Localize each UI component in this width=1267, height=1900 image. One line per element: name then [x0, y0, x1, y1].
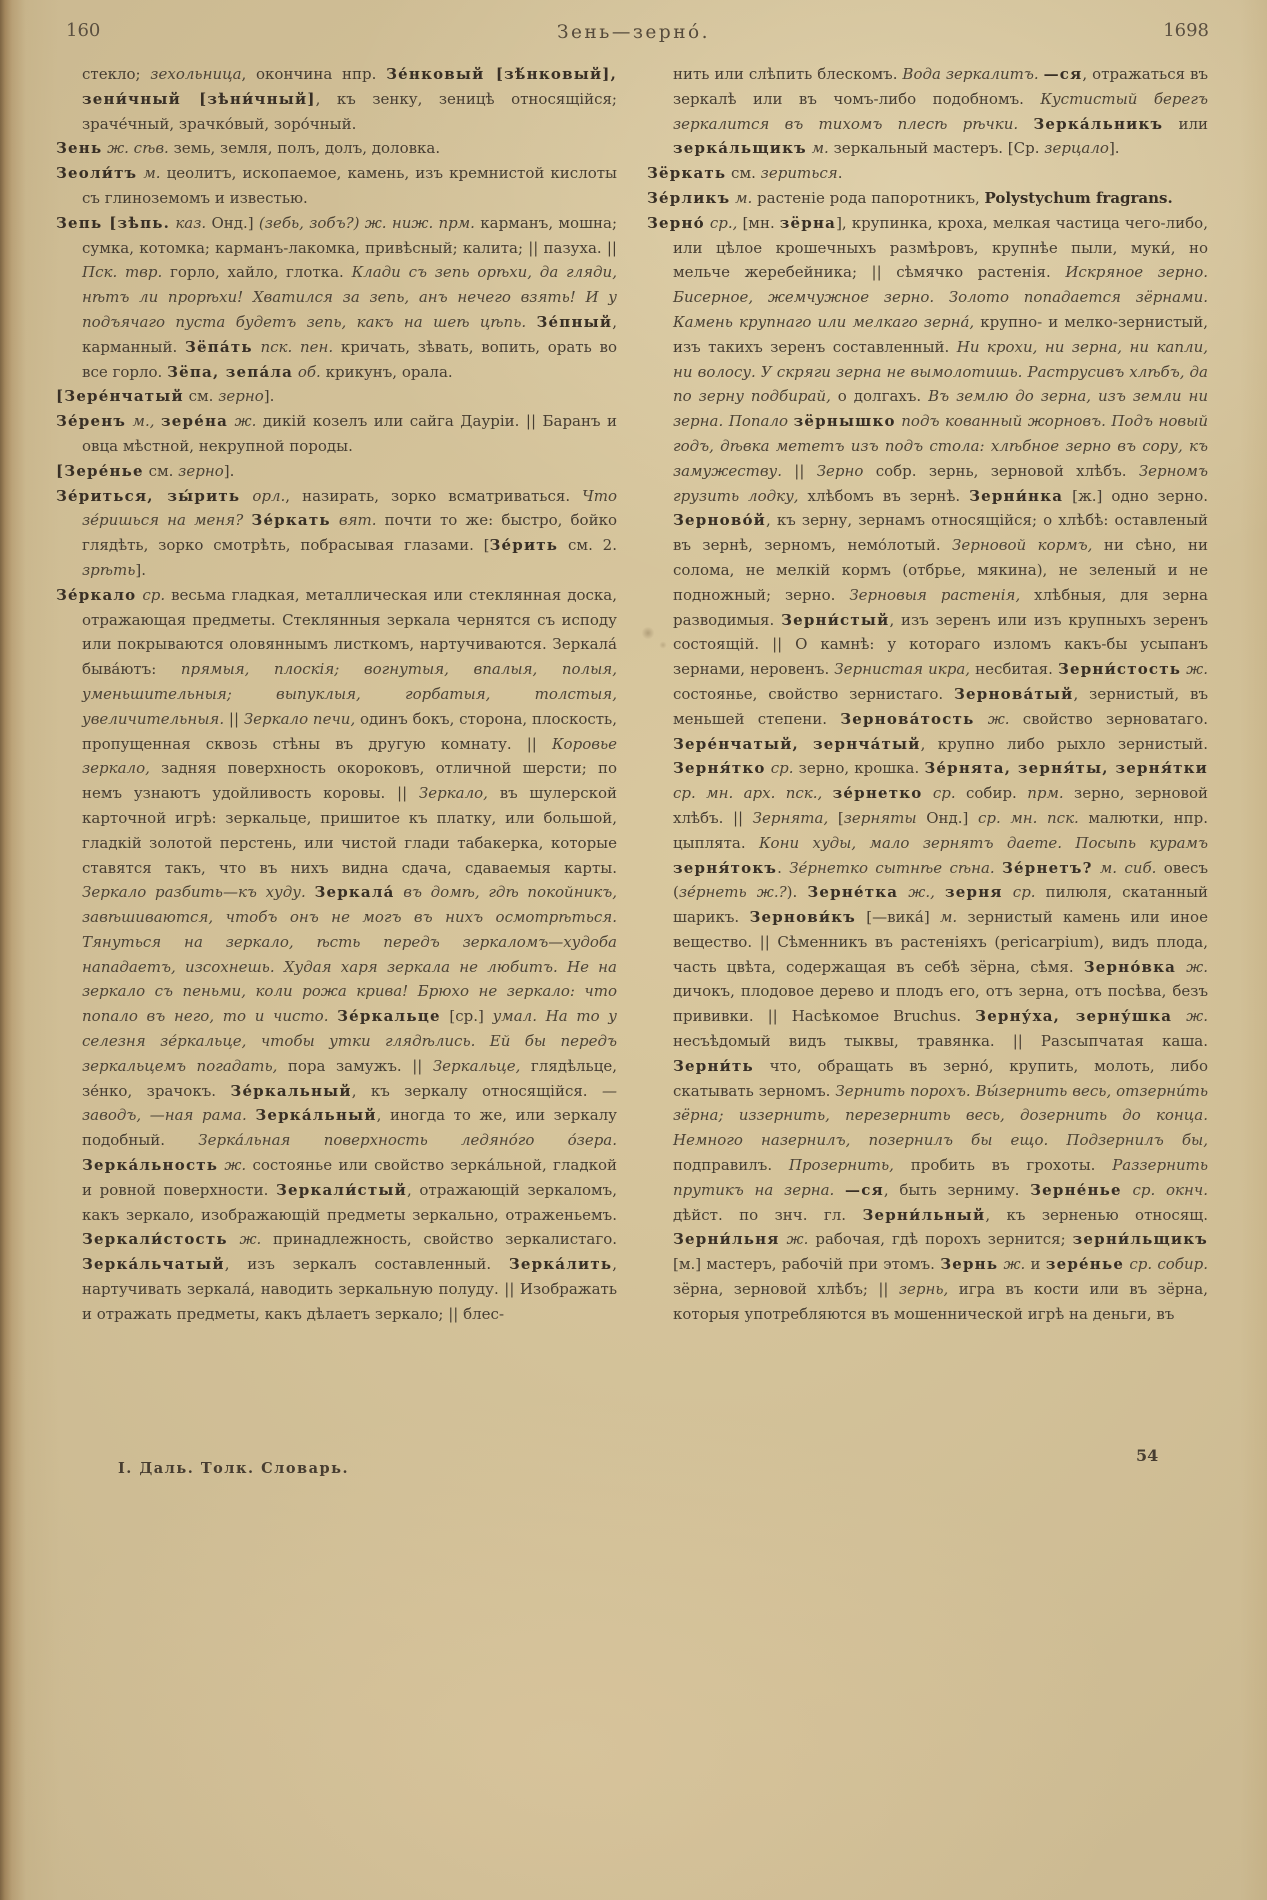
dictionary-entry: [56, 211, 617, 385]
text-segment: Зерня́тко: [673, 759, 766, 778]
text-segment: ср.: [922, 784, 966, 803]
text-segment: пск. пен.: [252, 337, 341, 356]
text-segment: ср. собир.: [1124, 1255, 1208, 1274]
text-segment: зёрна: [779, 213, 837, 232]
text-segment: м.: [730, 188, 758, 207]
text-segment: Зеркали́стый: [276, 1180, 407, 1199]
text-segment: о долгахъ.: [830, 387, 929, 406]
text-segment: Искряное зерно. Бисерное, жемчужное зерно. Золото попадается зёрнами. Камень крупнаго или мелкаго зерна́,: [673, 263, 1208, 331]
text-segment: , назирать, зорко всматриваться.: [285, 486, 583, 505]
text-segment: Въ землю до зерна, изъ земли ни зерна. Попало: [673, 387, 1208, 431]
text-segment: Зерно́: [647, 213, 705, 232]
text-segment: Зерновыя растенія,: [849, 585, 1021, 604]
text-segment: почти то же: быстро, бойко глядѣть, зорко смотрѣть, побрасывая глазами. [: [82, 511, 617, 555]
text-segment: зеркальный мастеръ. [Ср.: [833, 139, 1045, 158]
text-segment: Зе́нковый [зѣ́нковый], зени́чный [зѣни́чный]: [82, 65, 617, 108]
text-segment: Зеркала́: [314, 883, 395, 902]
text-segment: Зерновой кормъ,: [952, 536, 1093, 555]
text-segment: состоянье или свойство зерка́льной, гладкой и ровной поверхности.: [82, 1156, 617, 1199]
text-segment: [м.] мастеръ, рабочій при этомъ.: [673, 1255, 941, 1274]
text-segment: прм.: [1027, 784, 1075, 803]
text-segment: зерно: [218, 387, 264, 406]
text-segment: принадлежность, свойство зеркалистаго.: [273, 1230, 617, 1249]
text-segment: Зепь [зѣпь.: [56, 213, 171, 232]
text-segment: что, обращать въ зерно́, крупить, молоть, либо скатывать зерномъ.: [673, 1056, 1208, 1100]
text-segment: Вода зеркалитъ.: [902, 65, 1044, 83]
text-segment: м.: [137, 164, 167, 183]
text-segment: зе́рнетко: [832, 784, 923, 803]
text-segment: Раззернить прутикъ на зерна.: [673, 1156, 1208, 1199]
text-segment: Зеркало печи,: [243, 709, 356, 728]
text-segment: пора замужъ. ||: [277, 1056, 433, 1075]
text-segment: Зерно: [816, 461, 864, 480]
text-segment: Прозернить,: [788, 1156, 894, 1175]
text-segment: зернистый камень или иное вещество. || Сѣменникъ въ растеніяхъ (pericarpium), видъ плода, часть цвѣта, содержащая въ себѣ зёрна, сѣмя.: [673, 908, 1208, 976]
text-segment: Зе́ренъ: [56, 412, 127, 431]
text-segment: состоянье, свойство зернистаго.: [673, 684, 955, 703]
running-title: Зень—зерно́.: [556, 22, 711, 43]
text-segment: подъ кованный жорновъ. Подъ новый годъ, дѣвка мететъ изъ подъ стола: хлѣбное зерно въ сору, къ замужеству.: [673, 412, 1208, 480]
text-segment: [—вика́]: [855, 908, 940, 927]
text-segment: ж.,: [898, 883, 946, 902]
dictionary-entry: [56, 62, 617, 136]
text-segment: [: [828, 808, 844, 827]
text-segment: Зерну́ха, зерну́шка: [975, 1007, 1173, 1026]
text-segment: ].: [223, 461, 235, 480]
text-segment: [ж.] одно зерно.: [1063, 486, 1208, 505]
printer-signature: 54: [1136, 1446, 1159, 1465]
text-segment: ж.: [998, 1255, 1031, 1274]
text-segment: собир.: [965, 784, 1028, 803]
text-segment: ж.: [227, 1230, 274, 1249]
text-segment: Зе́рнетъ?: [1002, 858, 1093, 877]
text-segment: дикій козелъ или сайга Дауріи. || Баранъ и овца мѣстной, некрупной породы.: [82, 412, 617, 455]
text-segment: зёрнышко: [793, 412, 896, 431]
dictionary-entry: [647, 62, 1208, 161]
text-segment: , изъ зеркалъ составленный.: [224, 1255, 509, 1274]
text-segment: Зеркало,: [418, 784, 488, 803]
text-segment: хлѣбныя, для зерна разводимыя.: [673, 585, 1208, 629]
text-segment: прямыя, плоскія; вогнутыя, впалыя, полыя, уменьшительныя; выпуклыя, горбатыя, толстыя, увеличительныя.: [82, 660, 617, 728]
text-segment: Зерне́нье: [1030, 1180, 1122, 1199]
text-segment: Онд.]: [211, 213, 259, 232]
text-segment: ж.: [1181, 660, 1208, 679]
text-segment: карманъ, мошна; сумка, котомка; карманъ-лакомка, привѣсный; калита; || пазуха. ||: [82, 213, 617, 257]
text-segment: зерцало: [1044, 139, 1109, 158]
text-segment: Зеркальце,: [432, 1056, 521, 1075]
text-segment: зерка́льщикъ: [673, 139, 807, 158]
text-segment: крикунъ, орала.: [325, 362, 453, 381]
text-segment: (зебь, зобъ?) ж. ниж. прм.: [258, 213, 481, 232]
text-segment: Зернить порохъ. Вы́зернить весь, отзерни́ть зёрна; иззернить, перезернить весь, дозернить до конца. Немного назернилъ, позернилъ бы ещо. Подзернилъ бы,: [673, 1081, 1208, 1150]
text-segment: Кустистый берегъ зеркалится въ тихомъ плесѣ рѣчки.: [673, 89, 1208, 133]
text-segment: Зёпа́ть: [184, 337, 253, 356]
text-segment: ж.: [228, 412, 263, 431]
dictionary-entry: [56, 161, 617, 211]
text-segment: умал. На то у селезня зе́ркальце, чтобы утки глядѣлись. Ей бы передъ зеркальцемъ погадать,: [82, 1007, 617, 1075]
text-segment: Зерно́вка: [1083, 957, 1177, 976]
text-segment: Зе́риться, зы́рить: [56, 486, 241, 505]
text-segment: Зе́ркать: [251, 511, 331, 530]
text-segment: Зеркали́стость: [82, 1230, 228, 1249]
text-segment: зе́рнеть ж.?: [678, 883, 787, 902]
text-segment: ].: [263, 387, 275, 406]
text-segment: ж.: [974, 709, 1023, 728]
text-segment: глядѣльце, зе́нко, зрачокъ.: [82, 1056, 617, 1100]
text-segment: зерняты: [843, 808, 917, 827]
text-segment: об.: [293, 362, 326, 381]
text-segment: ни сѣно, ни солома, не мелкій кормъ (отбрье, мякина), не зеленый и не подножный; зерно.: [673, 536, 1208, 604]
dictionary-entry: [56, 484, 617, 583]
volume-signature: І. Даль. Толк. Словарь.: [118, 1460, 350, 1477]
text-segment: Зернь: [940, 1255, 999, 1274]
text-segment: ||: [224, 709, 244, 728]
dictionary-entry: [647, 161, 1208, 186]
text-segment: Зерни́льный: [862, 1205, 986, 1224]
text-segment: .: [837, 164, 843, 183]
text-segment: Зерни́нка: [969, 486, 1064, 505]
text-segment: см.: [143, 461, 179, 480]
dictionary-text: [56, 62, 1208, 1466]
text-segment: ср. окнч.: [1121, 1180, 1208, 1199]
text-segment: [Зере́нье: [56, 461, 144, 480]
text-segment: каз.: [170, 213, 212, 232]
text-segment: Зе́рликъ: [647, 188, 731, 207]
text-segment: малютки, нпр. цыплята.: [673, 808, 1208, 852]
text-segment: Зерка́льность: [82, 1156, 219, 1175]
text-segment: Polystychum fragrans.: [984, 188, 1173, 207]
page-number-right: 1698: [1163, 20, 1209, 41]
text-segment: Зерка́льникъ: [1033, 114, 1164, 133]
text-segment: Коровье зеркало,: [82, 734, 617, 778]
text-segment: , карманный.: [82, 312, 617, 356]
text-segment: Зерне́тка: [807, 883, 899, 902]
text-segment: зёрна, зерновой хлѣбъ; ||: [673, 1280, 899, 1299]
text-segment: Зернова́тый: [954, 684, 1074, 703]
text-segment: зериться: [760, 164, 838, 183]
text-segment: ж.: [218, 1156, 253, 1175]
dictionary-entry: [56, 384, 617, 409]
text-segment: см. 2.: [558, 536, 617, 555]
text-segment: —ся: [1043, 65, 1083, 83]
text-segment: ж.: [779, 1230, 816, 1249]
text-segment: ср. мн. пск.: [977, 808, 1089, 827]
text-segment: крупно- и мелко-зернистый, изъ такихъ зеренъ составленный.: [673, 312, 1208, 356]
text-segment: Зере́нчатый, зернча́тый: [673, 734, 921, 753]
text-segment: м.: [939, 908, 968, 927]
text-segment: ср.: [765, 759, 799, 778]
text-segment: , зернистый, въ меньшей степени.: [673, 684, 1208, 728]
text-segment: ].: [1108, 139, 1120, 158]
dictionary-entry: [56, 583, 617, 1327]
text-segment: Зе́ркальце: [337, 1007, 441, 1026]
text-segment: собр. зернь, зерновой хлѣбъ.: [863, 461, 1139, 480]
text-segment: см.: [726, 164, 761, 183]
text-segment: задняя поверхность окороковъ, отличной шерсти; по немъ узнаютъ удойливость коровы. ||: [82, 759, 617, 803]
text-segment: ].: [135, 560, 147, 579]
text-segment: Зерни́ть: [673, 1056, 754, 1075]
text-segment: въ домѣ, гдѣ покойникъ, завѣшиваются, чтобъ онъ не могъ въ нихъ осмотрѣться. Тянуться на зеркало, ѣсть передъ зеркаломъ—худоба нападаетъ, изсохнешь. Худая харя зеркала не любитъ. Не на зеркало съ пеньми, коли рожа крива! Брюхо не зеркало: что попало въ него, то и чисто.: [82, 883, 617, 1026]
text-segment: горло, хайло, глотка.: [170, 263, 352, 282]
text-segment: [мн.: [742, 213, 780, 232]
dictionary-entry: [647, 186, 1208, 211]
text-segment: зере́на: [161, 412, 229, 431]
text-segment: или: [1163, 114, 1208, 133]
text-segment: , отражаться въ зеркалѣ или въ чомъ-либо подобномъ.: [673, 65, 1208, 108]
text-segment: въ шулерской карточной игрѣ: зеркальце, пришитое къ платку, или большой, гладкій золотой перстень, или чистой глади табакерка, которые ставятся такъ, что въ нихъ видна сдача, сдаваемыя карты.: [82, 784, 617, 877]
right-column: [647, 62, 1208, 1466]
text-segment: , отражающій зеркаломъ, какъ зеркало, изображающій предметы зеркально, отраженьемъ.: [82, 1180, 617, 1224]
text-segment: зехольница: [150, 65, 242, 83]
text-segment: дичокъ, плодовое дерево и плодъ его, отъ зерна, отъ посѣва, безъ прививки. || Насѣкомое Bruchus.: [673, 982, 1208, 1026]
text-segment: , нартучивать зеркала́, наводить зеркальную полуду. || Изображать и отражать предметы, какъ дѣлаетъ зеркало; || блес-: [82, 1255, 617, 1323]
text-segment: орл.: [240, 486, 286, 505]
text-segment: Пск. твр.: [82, 263, 170, 282]
text-segment: Зе́рнетко сытнѣе сѣна.: [789, 858, 1002, 877]
text-segment: Зе́рить: [489, 536, 559, 555]
text-segment: —ся: [845, 1180, 884, 1199]
text-segment: пилюля, скатанный шарикъ.: [673, 883, 1208, 927]
dictionary-entry: [647, 211, 1208, 1327]
text-segment: см.: [183, 387, 219, 406]
text-segment: Зеркало разбить—къ худу.: [82, 883, 315, 902]
text-segment: , къ зерну, зернамъ относящійся; о хлѣбѣ: оставленый въ зернѣ, зерномъ, немо́лотый.: [673, 511, 1208, 555]
text-segment: Зе́ркало: [56, 585, 137, 604]
text-segment: [ср.]: [440, 1007, 493, 1026]
text-segment: подправилъ.: [673, 1156, 789, 1175]
text-segment: Зерни́стость: [1057, 660, 1182, 679]
text-segment: земь, земля, полъ, долъ, доловка.: [173, 139, 441, 158]
text-segment: Зёпа, зепа́ла: [167, 362, 294, 381]
text-segment: свойство зерноватаго.: [1022, 709, 1208, 728]
text-segment: м. сиб.: [1092, 858, 1164, 877]
text-segment: Зернови́къ: [749, 908, 856, 927]
text-segment: Зернова́тость: [840, 709, 975, 728]
text-segment: Зерка́льчатый: [82, 1255, 225, 1274]
text-segment: несъѣдомый видъ тыквы, травянка. || Разсыпчатая каша.: [673, 1032, 1208, 1051]
text-segment: Зерни́льня: [673, 1230, 780, 1249]
text-segment: цеолитъ, ископаемое, камень, изъ кремнистой кислоты съ глиноземомъ и известью.: [82, 164, 617, 207]
text-segment: дѣйст. по знч. гл.: [673, 1205, 863, 1224]
text-segment: , изъ зеренъ или изъ крупныхъ зеренъ состоящій. || О камнѣ: у котораго изломъ какъ-бы усыпанъ зернами, неровенъ.: [673, 610, 1208, 679]
text-segment: Зе́пный: [536, 312, 613, 331]
text-segment: зерно: [178, 461, 224, 480]
text-segment: пробить въ грохоты.: [893, 1156, 1113, 1175]
text-segment: Клади съ зепь орѣхи, да гляди, нѣтъ ли прорѣхи! Хватился за зепь, анъ нечего взять! И у подъячаго пуста будетъ зепь, какъ на шеѣ цѣпь.: [82, 263, 617, 331]
text-segment: Зерномъ грузить лодку,: [673, 461, 1208, 505]
text-segment: Онд.]: [916, 808, 978, 827]
text-segment: зрѣть: [82, 560, 136, 579]
text-segment: зере́нье: [1045, 1255, 1125, 1274]
text-segment: зерно, крошка.: [798, 759, 925, 778]
text-segment: , крупно либо рыхло зернистый.: [920, 734, 1208, 753]
text-segment: Зерка́лить: [508, 1255, 613, 1274]
text-segment: —заводъ, —ная рама.: [82, 1081, 617, 1125]
left-column: [56, 62, 617, 1466]
text-segment: Зерново́й: [673, 511, 766, 530]
text-segment: , иногда то же, или зеркалу подобный.: [82, 1106, 617, 1150]
text-segment: м.: [806, 139, 834, 158]
text-segment: Зе́рнята, зерня́ты, зерня́тки: [924, 759, 1208, 778]
text-segment: Зень: [56, 139, 103, 158]
text-segment: хлѣбомъ въ зернѣ.: [798, 486, 970, 505]
text-segment: Зёркать: [647, 164, 727, 183]
text-segment: и: [1030, 1255, 1046, 1274]
dictionary-entry: [56, 136, 617, 161]
text-segment: весьма гладкая, металлическая или стеклянная доска, отражающая предметы. Стеклянныя зеркала чернятся съ исподу или покрываются оловяннымъ листкомъ, нартучиваются. Зеркала́ быва́ютъ:: [82, 585, 617, 679]
page-number-left: 160: [66, 20, 101, 41]
text-segment: ср. мн. арх. пск.,: [673, 784, 833, 803]
text-segment: зерно, зерновой хлѣбъ. ||: [673, 784, 1208, 827]
text-segment: растеніе рода папоротникъ,: [757, 188, 985, 207]
text-segment: Зе́ркальный: [230, 1081, 352, 1100]
text-segment: Зерни́стый: [781, 610, 890, 629]
text-segment: зерня́токъ: [673, 858, 778, 877]
text-segment: ).: [786, 883, 808, 902]
text-segment: зернь,: [898, 1280, 949, 1299]
dictionary-entry: [56, 459, 617, 484]
text-segment: Зерка́льный: [255, 1106, 377, 1125]
text-segment: нить или слѣпить блескомъ.: [673, 65, 903, 83]
text-segment: игра въ кости или въ зёрна, которыя употребляются въ мошеннической игрѣ на деньги, въ: [673, 1280, 1208, 1323]
text-segment: , къ зенку, зеницѣ относящійся; зраче́чный, зрачко́вый, зоро́чный.: [82, 89, 617, 133]
text-segment: , окончина нпр.: [241, 65, 387, 83]
text-segment: м.,: [126, 412, 162, 431]
text-segment: несбитая.: [970, 660, 1058, 679]
text-segment: Ни крохи, ни зерна, ни капли, ни волосу. У скряги зерна не вымолотишь. Раструсивъ хлѣбъ, да по зерну подбирай,: [673, 337, 1208, 406]
text-segment: стекло;: [82, 65, 151, 83]
text-segment: кричать, зѣвать, вопить, орать во все горло.: [82, 337, 617, 381]
text-segment: Кони худы, мало зернятъ даете. Посыпь курамъ: [758, 833, 1208, 852]
text-segment: Зернистая икра,: [834, 660, 971, 679]
text-segment: ж. сѣв.: [102, 139, 174, 158]
text-segment: ж.: [1176, 957, 1208, 976]
text-segment: .: [777, 858, 790, 877]
text-segment: овесъ (: [673, 858, 1208, 902]
text-segment: Зеоли́тъ: [56, 164, 138, 183]
text-segment: ср.,: [704, 213, 743, 232]
text-segment: одинъ бокъ, сторона, плоскость, пропущенная сквозь стѣны въ другую комнату. ||: [82, 709, 617, 753]
text-segment: , быть зерниму.: [883, 1180, 1031, 1199]
text-segment: [Зере́нчатый: [56, 387, 184, 406]
text-segment: ср.: [1002, 883, 1046, 902]
text-segment: ср.: [136, 585, 172, 604]
dictionary-entry: [56, 409, 617, 459]
text-segment: , къ зеркалу относящійся.: [351, 1081, 602, 1100]
text-segment: Зернята,: [752, 808, 829, 827]
text-segment: ], крупинка, кроха, мелкая частица чего-либо, или цѣлое крошечныхъ размѣровъ, крупнѣе пыли, муки́, но мельче жеребейника; || сѣмячко растенія.: [673, 213, 1208, 282]
text-segment: ж.: [1172, 1007, 1208, 1026]
text-segment: рабочая, гдѣ порохъ зернится;: [815, 1230, 1073, 1249]
text-segment: вят.: [330, 511, 385, 530]
text-segment: зерня: [945, 883, 1003, 902]
text-segment: , къ зерненью относящ.: [985, 1205, 1208, 1224]
text-segment: Что зе́ришься на меня?: [82, 486, 617, 530]
text-segment: зерни́льщикъ: [1072, 1230, 1208, 1249]
text-segment: ||: [782, 461, 817, 480]
text-segment: Зерка́льная поверхность ледяно́го о́зера.: [198, 1131, 617, 1150]
